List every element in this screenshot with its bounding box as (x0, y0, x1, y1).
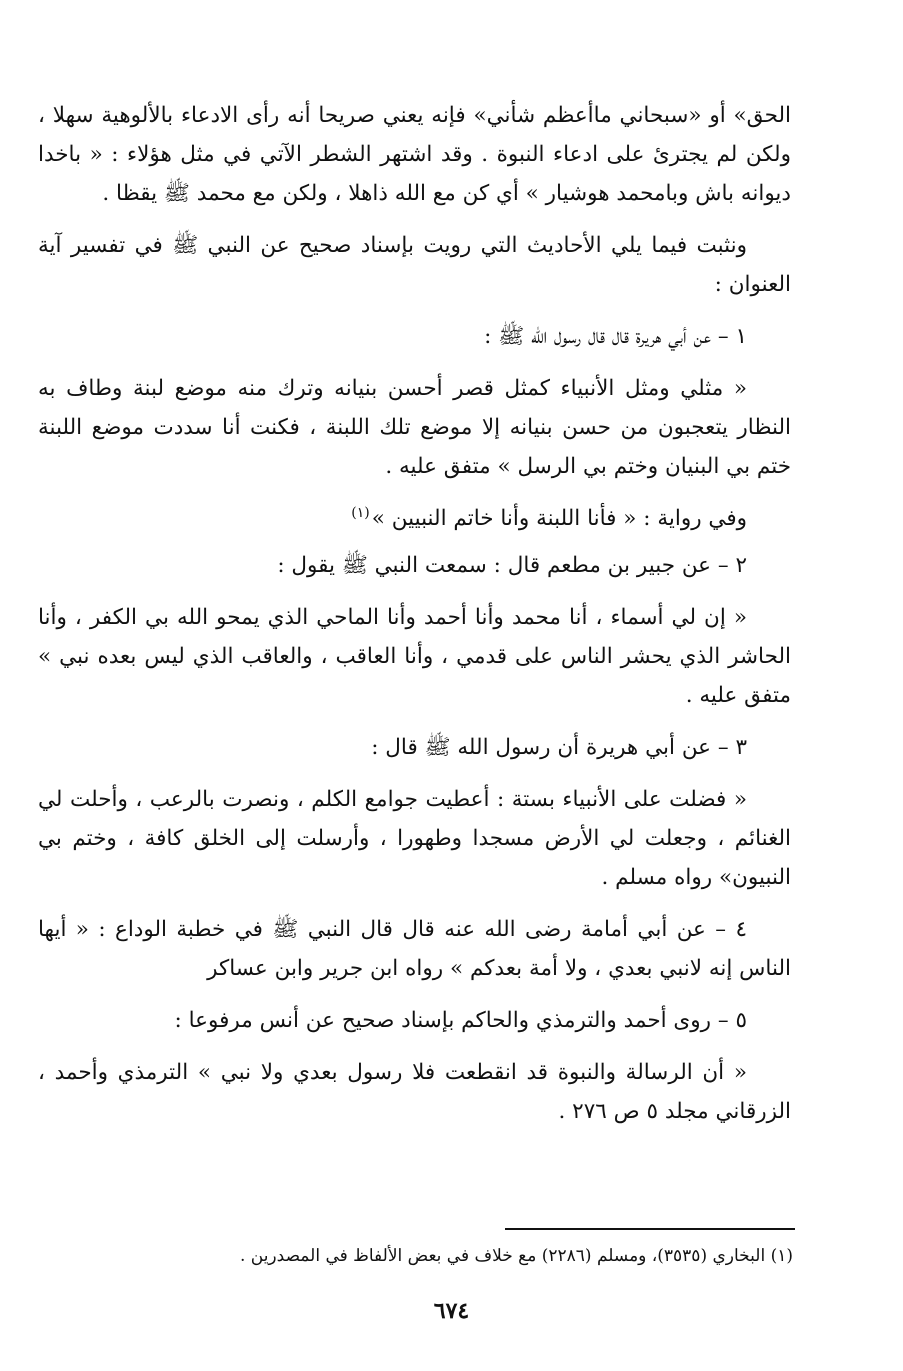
hadith-3-text: « فضلت على الأنبياء بستة : أعطيت جوامع الكلم ، ونصرت بالرعب ، وأحلت لي الغنائم ، وجعلت لي الأرض مسجدا وطهورا ، وأرسلت إلى الخلق كافة ، وختم بي النبيون» رواه مسلم . (38, 787, 791, 890)
hadith-4-text: ٤ – عن أبي أمامة رضى الله عنه قال قال النبي ﷺ في خطبة الوداع : « أيها الناس إنه لانبي بعدي ، ولا أمة بعدكم » رواه ابن جرير وابن عساكر (38, 917, 791, 981)
footnote-marker: (١) (351, 504, 370, 521)
footnote-divider (505, 1228, 795, 1230)
page-number: ٦٧٤ (433, 1298, 470, 1324)
paragraph-hadith-intro: ونثبت فيما يلي الأحاديث التي رويت بإسناد صحيح عن النبي ﷺ في تفسير آية العنوان : (38, 233, 791, 297)
footnote-text: (١) البخاري (٣٥٣٥)، ومسلم (٢٢٨٦) مع خلاف في بعض الألفاظ في المصدرين . (239, 1246, 793, 1266)
hadith-2-text: « إن لي أسماء ، أنا محمد وأنا أحمد وأنا الماحي الذي يمحو الله بي الكفر ، وأنا الحاشر الذي يحشر الناس على قدمي ، وأنا العاقب ، والعاقب الذي ليس بعده نبي » متفق عليه . (38, 605, 791, 708)
hadith-5-text: « أن الرسالة والنبوة قد انقطعت فلا رسول بعدي ولا نبي » الترمذي وأحمد ، الزرقاني مجلد ٥ ص ٢٧٦ . (38, 1060, 791, 1124)
hadith-5-heading: ٥ – روى أحمد والترمذي والحاكم بإسناد صحيح عن أنس مرفوعا : (174, 1008, 747, 1033)
main-text (38, 96, 791, 1144)
hadith-1-variant-text: وفي رواية : « فأنا اللبنة وأنا خاتم النبيين » (371, 506, 747, 531)
hadith-1-heading: ١ – عن أبي هريرة قال قال رسول الله ﷺ : (484, 324, 747, 349)
hadith-1-text: « مثلي ومثل الأنبياء كمثل قصر أحسن بنيانه وترك منه موضع لبنة وطاف به النظار يتعجبون من حسن بنيانه إلا موضع تلك اللبنة ، فكنت أنا سددت موضع اللبنة ختم بي البنيان وختم بي الرسل » متفق عليه . (38, 376, 791, 479)
hadith-2-heading: ٢ – عن جبير بن مطعم قال : سمعت النبي ﷺ يقول : (277, 553, 747, 578)
hadith-1-variant (38, 499, 791, 538)
hadith-3-heading: ٣ – عن أبي هريرة أن رسول الله ﷺ قال : (371, 735, 747, 760)
paragraph-intro: الحق» أو «سبحاني ماأعظم شأني» فإنه يعني صريحا أنه رأى الادعاء بالألوهية سهلا ، ولكن لم يجترئ على ادعاء النبوة . وقد اشتهر الشطر الآتي في مثل هؤلاء : « باخدا ديوانه باش وبامحمد هوشيار » أي كن مع الله ذاهلا ، ولكن مع محمد ﷺ يقظا . (38, 103, 791, 206)
